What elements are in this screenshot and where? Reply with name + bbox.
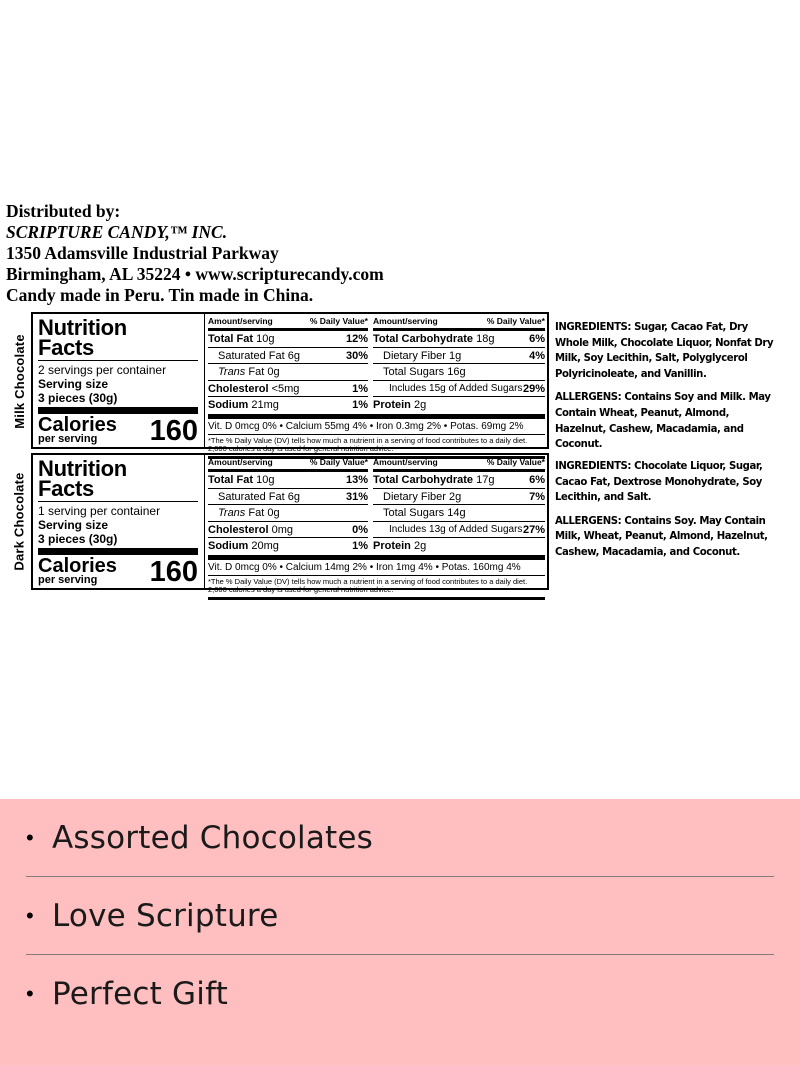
divider <box>38 360 198 361</box>
nutrient-amount: 2g <box>413 399 427 411</box>
bullet-icon: • <box>26 981 34 1006</box>
distributor-heading: Distributed by: <box>6 201 121 221</box>
vitamins-minerals-line: Vit. D 0mcg 0% • Calcium 55mg 4% • Iron 0.3mg 2% • Potas. 69mg 2% <box>208 414 545 435</box>
nutrient-name: Protein <box>373 540 411 552</box>
nutrient-dv: 27% <box>522 523 545 536</box>
header-amount: Amount/serving <box>208 316 273 326</box>
nutrient-amount: 6g <box>287 349 300 362</box>
nutrient-column-left <box>208 457 368 555</box>
nutrient-row <box>208 397 368 414</box>
calories-row <box>38 557 198 586</box>
vertical-divider <box>204 314 205 449</box>
nutrition-facts-title <box>38 456 198 501</box>
nutrient-dv: 1% <box>352 540 368 552</box>
dark-chocolate-label <box>9 453 29 590</box>
nutrient-amount: Fat 0g <box>248 507 280 519</box>
header-daily-value: % Daily Value* <box>309 316 368 326</box>
distributor-block <box>6 201 384 306</box>
calories-label-block <box>38 557 117 586</box>
milk-chocolate-ingredients-block <box>555 319 776 452</box>
nutrient-amount: 17g <box>476 474 495 486</box>
nutrient-row <box>208 538 368 555</box>
nutrient-dv: 13% <box>345 474 368 486</box>
allergens-text: ALLERGENS: Contains Soy and Milk. May Contain Wheat, Peanut, Almond, Hazelnut, Cashew, Macadamia, and Coconut. <box>555 390 771 451</box>
divider <box>38 501 198 502</box>
feature-text: Assorted Chocolates <box>52 819 374 856</box>
nutrient-name: Total Sugars <box>383 507 445 519</box>
column-header <box>373 316 545 331</box>
nutrient-name: Trans <box>218 366 246 378</box>
nutrient-row <box>373 381 545 398</box>
nutrient-row <box>373 348 545 365</box>
calories-sub-label: per serving <box>38 574 98 586</box>
nutrient-row <box>208 348 368 365</box>
nutrient-row <box>373 505 545 522</box>
nutrient-row <box>208 381 368 398</box>
nutrient-amount: 6g <box>287 490 300 503</box>
nutrient-dv: 30% <box>345 349 368 362</box>
servings-per-container: 1 serving per container <box>38 504 161 518</box>
title-line: Facts <box>38 334 94 360</box>
nutrient-name: Sodium <box>208 540 249 552</box>
nutrient-amount: 21mg <box>251 399 279 411</box>
nutrient-row <box>208 505 368 522</box>
vitamins-minerals-line: Vit. D 0mcg 0% • Calcium 14mg 2% • Iron 1mg 4% • Potas. 160mg 4% <box>208 555 545 576</box>
nutrient-amount: 1g <box>449 349 462 362</box>
nutrient-name: Total Sugars <box>383 366 445 378</box>
feature-item <box>26 877 774 955</box>
nutrient-name: Total Carbohydrate <box>373 474 474 486</box>
nutrient-amount: 0mg <box>271 523 293 536</box>
nutrient-amount: Fat 0g <box>248 366 280 378</box>
serving-size-row <box>38 518 198 532</box>
nutrition-facts-title <box>38 315 198 360</box>
nutrient-name: Saturated Fat <box>218 490 285 503</box>
company-name: SCRIPTURE CANDY,™ INC. <box>6 222 228 242</box>
nutrient-name: Saturated Fat <box>218 349 285 362</box>
header-amount: Amount/serving <box>208 457 273 467</box>
nutrient-dv: 1% <box>352 382 368 395</box>
nutrient-amount: 20mg <box>251 540 279 552</box>
street-address: 1350 Adamsville Industrial Parkway <box>6 243 279 263</box>
nutrient-row <box>208 472 368 489</box>
nutrient-row <box>373 364 545 381</box>
nutrient-row <box>373 489 545 506</box>
nutrient-dv: 0% <box>352 523 368 536</box>
nutrient-amount: 14g <box>447 507 466 519</box>
header-daily-value: % Daily Value* <box>486 316 545 326</box>
divider <box>38 407 198 414</box>
nutrient-dv: 31% <box>345 490 368 503</box>
column-header <box>208 316 368 331</box>
nutrient-row <box>373 397 545 414</box>
origin-statement: Candy made in Peru. Tin made in China. <box>6 285 314 305</box>
nutrient-amount: 10g <box>256 333 275 345</box>
calories-label: Calories <box>38 555 117 577</box>
serving-size-value: 3 pieces (30g) <box>38 532 118 546</box>
divider <box>38 548 198 555</box>
bullet-icon: • <box>26 902 34 928</box>
header-amount: Amount/serving <box>373 316 438 326</box>
column-header <box>373 457 545 472</box>
nutrient-column-left <box>208 316 368 414</box>
side-label-text: Milk Chocolate <box>11 334 27 429</box>
header-daily-value: % Daily Value* <box>309 457 368 467</box>
city-and-website: Birmingham, AL 35224 • www.scripturecandy.com <box>6 264 384 284</box>
nutrient-name: Dietary Fiber <box>383 349 446 362</box>
nutrient-row <box>208 331 368 348</box>
nutrient-amount: 2g <box>449 490 462 503</box>
nutrient-table <box>208 316 545 459</box>
nutrient-amount: 2g <box>413 540 427 552</box>
feature-text: Love Scripture <box>52 897 279 934</box>
serving-size-row <box>38 532 198 546</box>
nutrient-row <box>208 522 368 539</box>
serving-size-row <box>38 377 198 391</box>
nutrient-name: Cholesterol <box>208 523 269 536</box>
nutrient-amount: 18g <box>476 333 495 345</box>
divider <box>208 597 545 600</box>
nutrient-dv: 12% <box>345 333 368 345</box>
feature-text: Perfect Gift <box>52 976 229 1012</box>
nutrient-row <box>373 331 545 348</box>
nutrient-row <box>208 364 368 381</box>
nutrient-name: Cholesterol <box>208 382 269 395</box>
daily-value-footnote: *The % Daily Value (DV) tells how much a nutrient in a serving of food contributes to a daily diet. 2,000 calories a day is used for general nutrition advice. <box>208 576 528 595</box>
nutrient-name: Protein <box>373 399 411 411</box>
nutrient-dv: 6% <box>529 333 545 345</box>
nutrient-name: Includes 15g of Added Sugars <box>389 382 523 394</box>
dark-chocolate-ingredients-block <box>555 458 776 560</box>
title-line: Nutrition <box>38 315 127 340</box>
nutrient-name: Includes 13g of Added Sugars <box>389 523 523 535</box>
nutrient-column-right <box>373 457 545 555</box>
calories-value: 160 <box>149 415 198 447</box>
nutrient-amount: <5mg <box>271 382 300 395</box>
calories-label: Calories <box>38 414 117 436</box>
nutrient-name: Sodium <box>208 399 249 411</box>
serving-size-row <box>38 391 198 405</box>
nutrient-name: Dietary Fiber <box>383 490 446 503</box>
nutrition-summary <box>38 456 198 588</box>
title-line: Facts <box>38 475 94 501</box>
header-daily-value: % Daily Value* <box>486 457 545 467</box>
nutrient-row <box>373 472 545 489</box>
nutrient-name: Total Fat <box>208 474 254 486</box>
serving-size-label: Serving size <box>38 377 109 391</box>
nutrient-column-right <box>373 316 545 414</box>
allergens-text: ALLERGENS: Contains Soy. May Contain Milk, Wheat, Peanut, Almond, Hazelnut, Cashew, Macadamia, and Coconut. <box>555 513 768 558</box>
vertical-divider <box>204 455 205 590</box>
calories-row <box>38 416 198 445</box>
nutrient-dv: 4% <box>529 349 545 362</box>
feature-item <box>26 955 774 1033</box>
ingredients-text: INGREDIENTS: Chocolate Liquor, Sugar, Cacao Fat, Dextrose Monohydrate, Soy Lecithin, and Salt. <box>555 459 763 504</box>
daily-value-footnote: *The % Daily Value (DV) tells how much a nutrient in a serving of food contributes to a daily diet. 2,000 calories a day is used for general nutrition advice. <box>208 435 528 454</box>
nutrient-dv: 7% <box>529 490 545 503</box>
header-amount: Amount/serving <box>373 457 438 467</box>
nutrient-amount: 10g <box>256 474 275 486</box>
feature-list-section <box>0 799 800 1065</box>
feature-item <box>26 799 774 877</box>
column-header <box>208 457 368 472</box>
nutrient-row <box>373 522 545 539</box>
serving-size-value: 3 pieces (30g) <box>38 391 118 405</box>
nutrient-row <box>373 538 545 555</box>
nutrient-amount: 16g <box>447 366 466 378</box>
nutrient-dv: 1% <box>352 399 368 411</box>
milk-chocolate-label <box>9 312 29 451</box>
nutrient-table <box>208 457 545 600</box>
side-label-text: Dark Chocolate <box>11 472 27 571</box>
serving-size-label: Serving size <box>38 518 109 532</box>
nutrient-columns <box>208 316 545 414</box>
title-line: Nutrition <box>38 456 127 481</box>
nutrient-dv: 6% <box>529 474 545 486</box>
nutrient-name: Trans <box>218 507 246 519</box>
calories-sub-label: per serving <box>38 433 98 445</box>
bullet-icon: • <box>26 824 34 850</box>
servings-per-container: 2 servings per container <box>38 363 167 377</box>
nutrition-facts-panel-dark <box>31 453 549 595</box>
nutrient-columns <box>208 457 545 555</box>
nutrition-summary <box>38 315 198 447</box>
nutrient-row <box>208 489 368 506</box>
nutrient-dv: 29% <box>522 382 545 395</box>
ingredients-text: INGREDIENTS: Sugar, Cacao Fat, Dry Whole Milk, Chocolate Liquor, Nonfat Dry Milk, Soy Lecithin, Salt, Polyglycerol Polyricinoleate, and Vanillin. <box>555 320 774 380</box>
nutrient-name: Total Fat <box>208 333 254 345</box>
nutrition-facts-panel-milk <box>31 312 549 454</box>
calories-value: 160 <box>149 556 198 588</box>
calories-label-block <box>38 416 117 445</box>
nutrient-name: Total Carbohydrate <box>373 333 474 345</box>
